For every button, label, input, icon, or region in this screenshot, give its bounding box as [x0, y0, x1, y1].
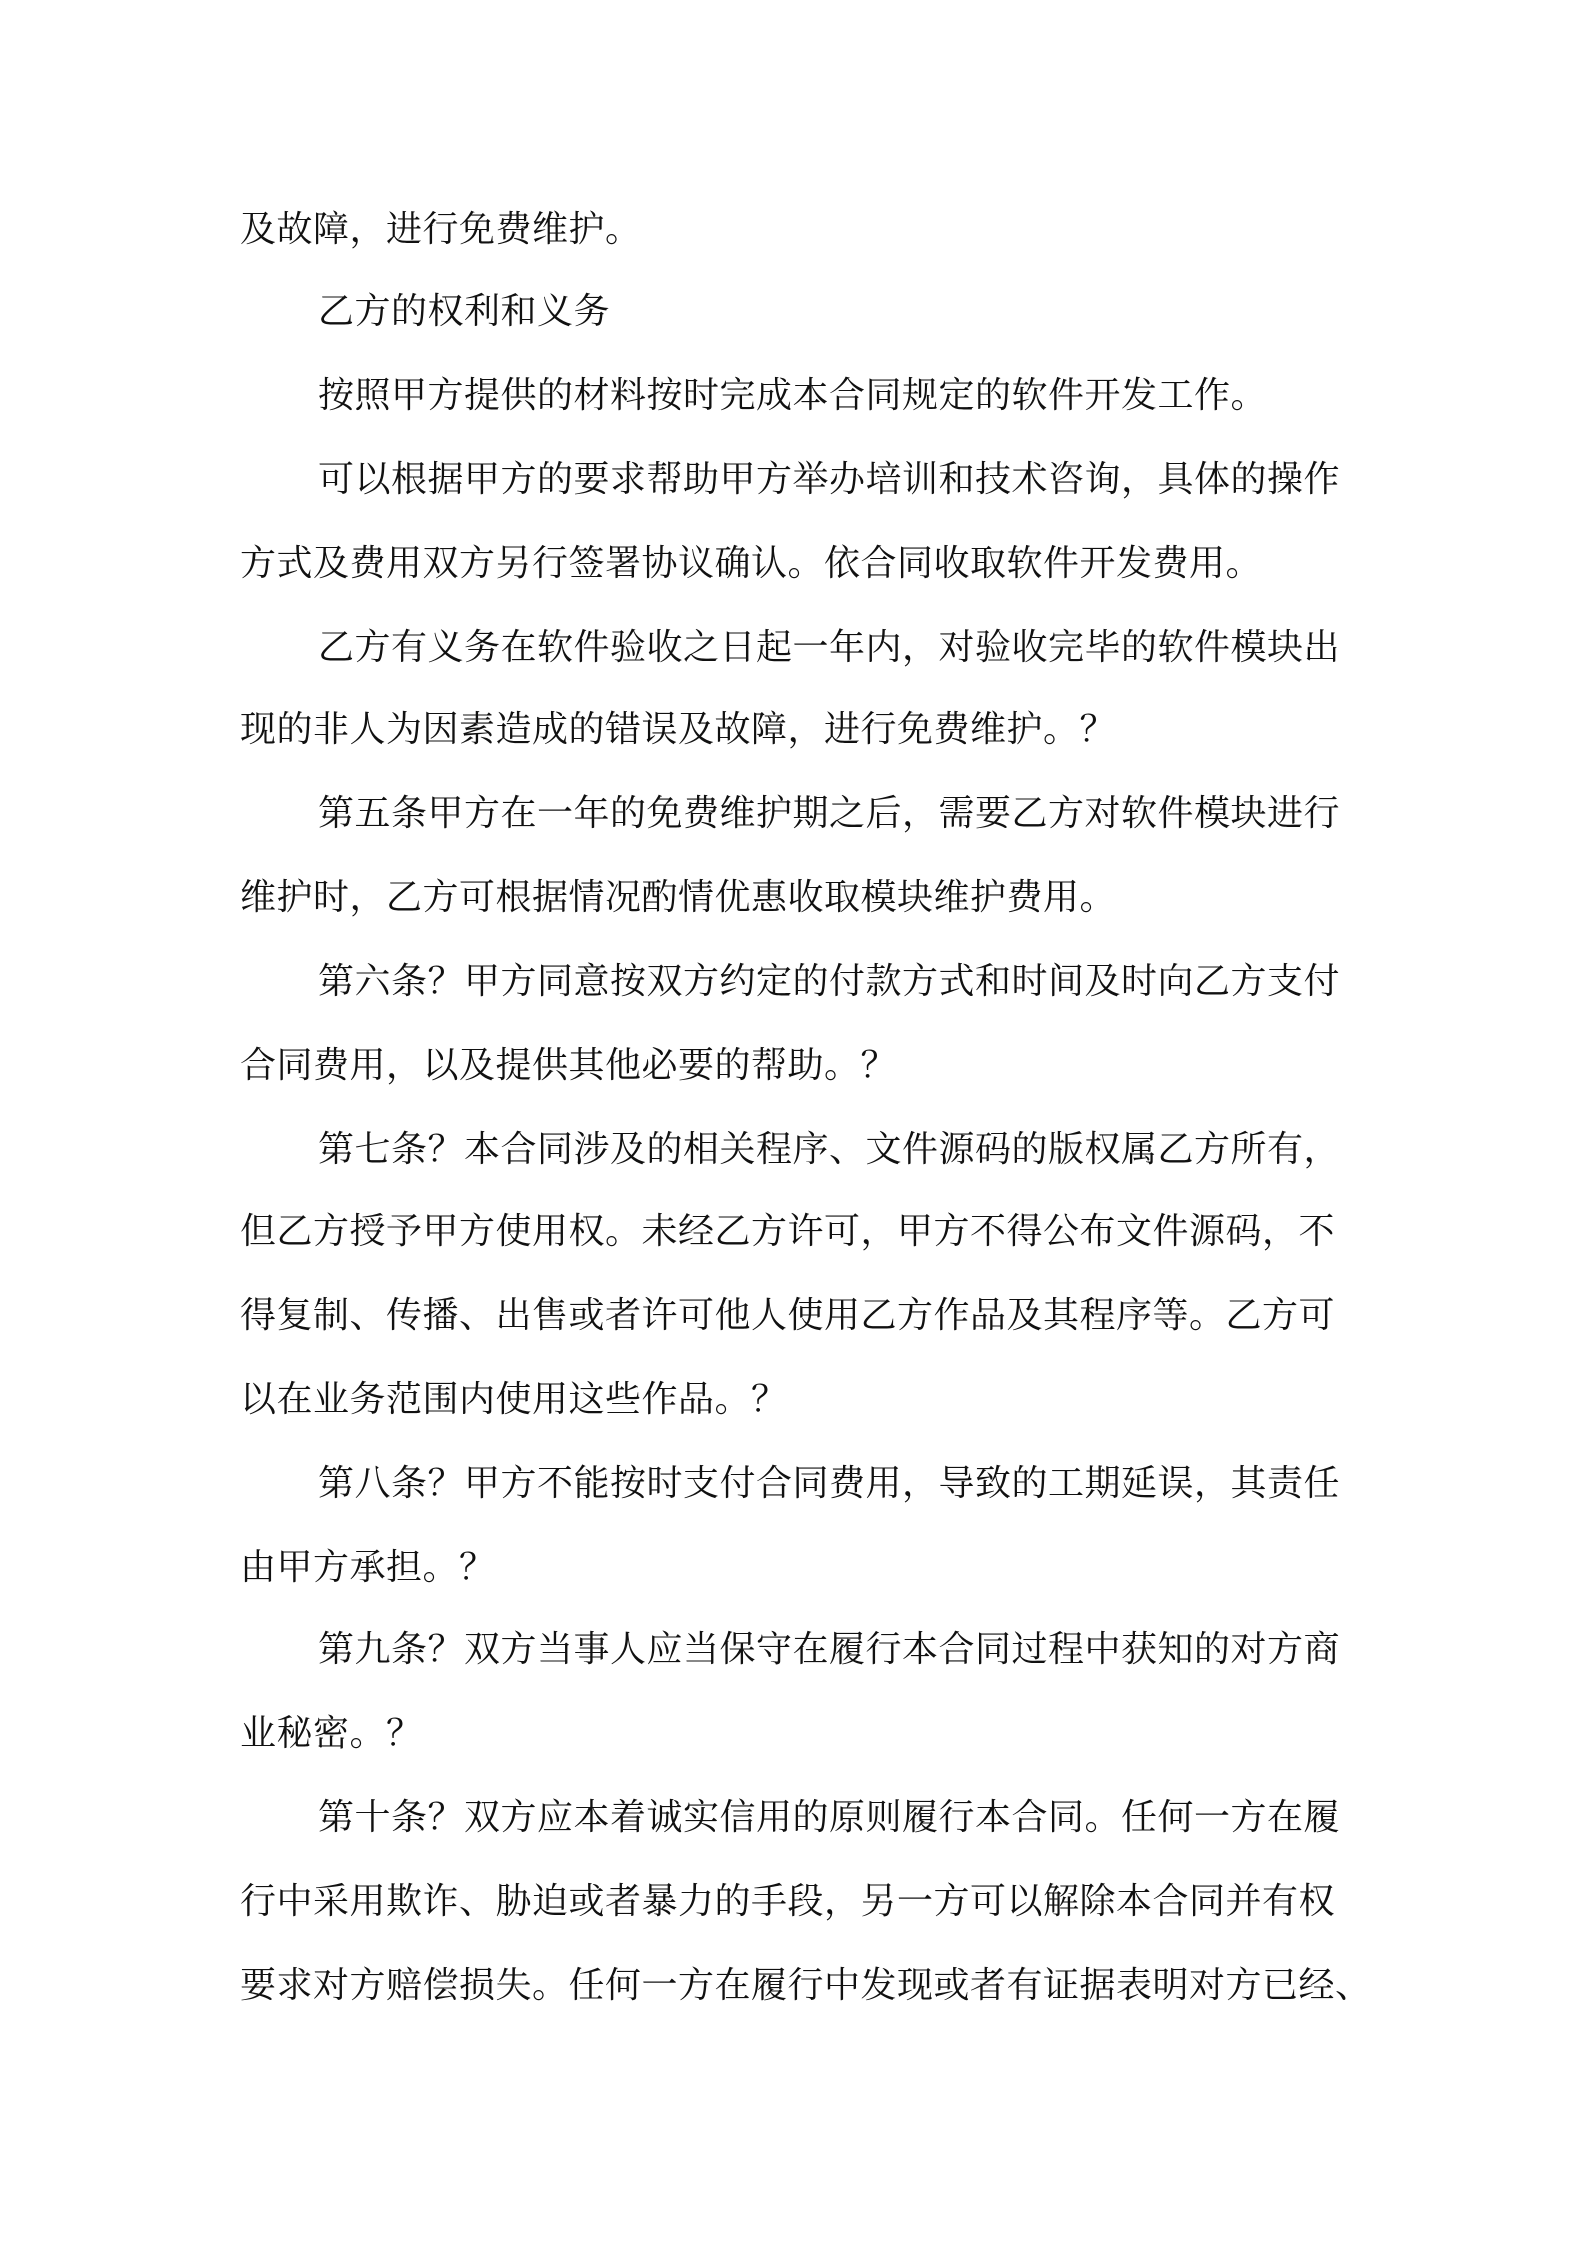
text-line: 按照甲方提供的材料按时完成本合同规定的软件开发工作。 [318, 375, 1268, 416]
text-line: 乙方有义务在软件验收之日起一年内，对验收完毕的软件模块出 [318, 627, 1341, 668]
text-line: 合同费用，以及提供其他必要的帮助。？ [240, 1045, 898, 1086]
text-line: 第七条？本合同涉及的相关程序、文件源码的版权属乙方所有， [318, 1129, 1341, 1170]
text-line: 业秘密。？ [240, 1713, 423, 1754]
text-line: 方式及费用双方另行签署协议确认。依合同收取软件开发费用。 [240, 543, 1263, 584]
text-line: 可以根据甲方的要求帮助甲方举办培训和技术咨询，具体的操作 [318, 459, 1341, 500]
text-line: 第六条？甲方同意按双方约定的付款方式和时间及时向乙方支付 [318, 961, 1341, 1002]
text-line: 由甲方承担。？ [240, 1547, 496, 1588]
text-line: 第五条甲方在一年的免费维护期之后，需要乙方对软件模块进行 [318, 793, 1341, 834]
text-line: 维护时，乙方可根据情况酌情优惠收取模块维护费用。 [240, 877, 1117, 918]
text-line: 但乙方授予甲方使用权。未经乙方许可，甲方不得公布文件源码，不 [240, 1211, 1336, 1252]
text-line: 行中采用欺诈、胁迫或者暴力的手段，另一方可以解除本合同并有权 [240, 1881, 1336, 1922]
text-line: 第九条？双方当事人应当保守在履行本合同过程中获知的对方商 [318, 1629, 1341, 1670]
text-line: 现的非人为因素造成的错误及故障，进行免费维护。？ [240, 709, 1117, 750]
text-line: 以在业务范围内使用这些作品。？ [240, 1379, 788, 1420]
text-line: 第八条？甲方不能按时支付合同费用，导致的工期延误，其责任 [318, 1463, 1341, 1504]
text-line: 得复制、传播、出售或者许可他人使用乙方作品及其程序等。乙方可 [240, 1295, 1336, 1336]
section-heading: 乙方的权利和义务 [318, 291, 611, 332]
text-line: 第十条？双方应本着诚实信用的原则履行本合同。任何一方在履 [318, 1797, 1341, 1838]
text-line: 及故障，进行免费维护。 [240, 209, 642, 250]
text-line: 要求对方赔偿损失。任何一方在履行中发现或者有证据表明对方已经、 [240, 1965, 1372, 2006]
